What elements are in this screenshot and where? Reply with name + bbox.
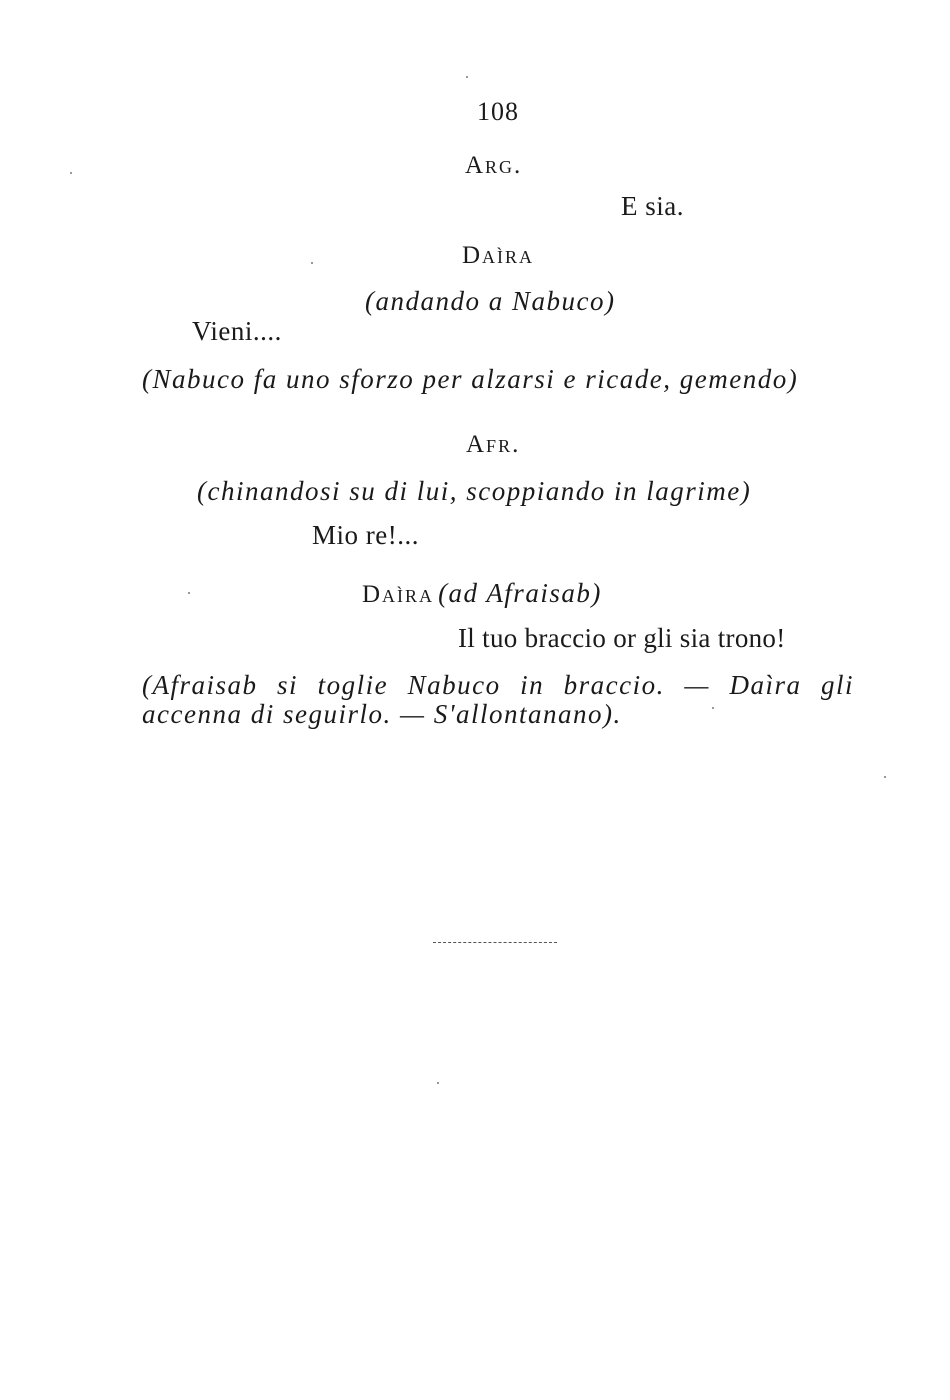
- page-number: 108: [477, 97, 519, 126]
- speaker-daira-line: [362, 580, 602, 607]
- dialogue-daira-vieni: Vieni....: [192, 316, 282, 346]
- stage-direction-nabuco: (Nabuco fa uno sforzo per alzarsi e ricade, gemendo): [142, 364, 799, 394]
- speaker-daira: Daìra: [462, 242, 535, 269]
- stage-direction-chinandosi: (chinandosi su di lui, scoppiando in lagrime): [197, 476, 752, 506]
- stage-direction-closing: (Afraisab si toglie Nabuco in braccio. — Daìra gli accenna di seguirlo. — S'allontanano).: [142, 670, 854, 729]
- print-speck: [188, 592, 190, 594]
- print-speck: [70, 172, 72, 174]
- speaker-daira: Daìra: [362, 581, 435, 608]
- speaker-afr: Afr.: [466, 431, 521, 458]
- dialogue-afr: Mio re!...: [312, 520, 419, 550]
- print-speck: [311, 262, 313, 264]
- section-separator: [433, 942, 557, 943]
- speaker-arg: Arg.: [465, 152, 523, 179]
- stage-direction-andando: (andando a Nabuco): [365, 286, 616, 316]
- print-speck: [712, 707, 714, 709]
- stage-direction-ad-afraisab: (ad Afraisab): [438, 578, 602, 608]
- dialogue-arg: E sia.: [621, 191, 684, 221]
- dialogue-daira-trono: Il tuo braccio or gli sia trono!: [458, 623, 786, 653]
- print-speck: [437, 1082, 439, 1084]
- print-speck: [466, 76, 468, 78]
- print-speck: [884, 776, 886, 778]
